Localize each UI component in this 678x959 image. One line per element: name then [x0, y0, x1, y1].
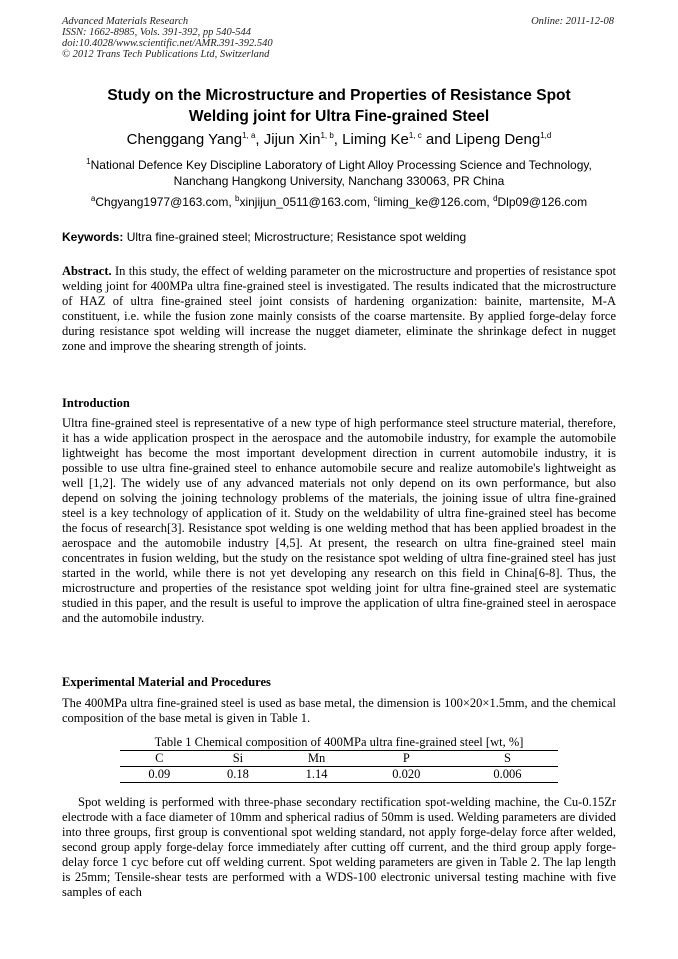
affiliation-line-2: Nanchang Hangkong University, Nanchang 330063, PR China	[173, 174, 505, 188]
keywords-text: Ultra fine-grained steel; Microstructure; Resistance spot welding	[126, 230, 467, 244]
table-header-cell: Si	[232, 751, 244, 765]
table-header-cell: S	[503, 751, 511, 765]
table-row	[120, 767, 558, 783]
table-cell: 0.09	[148, 767, 171, 781]
experimental-text-2: Spot welding is performed with three-phase secondary rectification spot-welding machine, the Cu-0.15Zr electrode with a face diameter of 10mm and spherical radius of 50mm is used. Welding parameters are divided into three groups, first group is conventional spot welding standard, not apply forge-delay force after welded, second group apply forge-delay force immediately after cutting off current, and the third group apply forge-delay force 1 cyc before cut off welding current. Spot welding parameters are given in Table 2. The lap length is 25mm; Tensile-shear tests are performed with a WDS-100 electronic universal testing machine with five samples of each	[62, 795, 616, 899]
table-cell: 0.020	[392, 767, 421, 781]
author-name: Liming Ke	[342, 131, 409, 148]
keywords-label: Keywords:	[62, 230, 124, 244]
table-header-cell: Mn	[307, 751, 326, 765]
paper-title-line-2: Welding joint for Ultra Fine-grained Steel	[188, 108, 490, 125]
author-list: Chenggang Yang$^{1, a}$, Jijun Xin$^{1, b}$, Liming Ke$^{1, c}$ and Lipeng Deng$^{1,d}$	[126, 131, 552, 148]
table-cell: 0.006	[493, 767, 522, 781]
table-caption: Table 1 Chemical composition of 400MPa ultra fine-grained steel [wt, %]	[154, 735, 524, 749]
experimental-text-1: The 400MPa ultra fine-grained steel is used as base metal, the dimension is 100×20×1.5mm, and the chemical composition of the base metal is given in Table 1.	[62, 696, 616, 725]
abstract-label: Abstract.	[62, 264, 112, 278]
email-link[interactable]: Chgyang1977@163.com	[95, 195, 229, 209]
table-header-row	[120, 751, 558, 767]
author-name: Chenggang Yang	[126, 131, 243, 148]
table-header-cell: P	[402, 751, 410, 765]
table-header-cell: C	[155, 751, 164, 765]
author-sup: 1, a	[242, 131, 256, 140]
affiliation-sup: 1	[86, 157, 91, 166]
author-sup: 1,d	[540, 131, 552, 140]
affiliation-line-1: National Defence Key Discipline Laboratory of Light Alloy Processing Science and Technology,	[90, 158, 592, 172]
introduction-heading: Introduction	[62, 396, 130, 410]
abstract	[62, 264, 616, 354]
author-sup: 1, b	[320, 131, 334, 140]
abstract-text: In this study, the effect of welding parameter on the microstructure and properties of resistance spot welding joint for 400MPa ultra fine-grained steel is investigated. The results indicated that the microstructure of HAZ of ultra fine-grained steel joint consists of hardening organization: bainite, martensite, M-A constituent, i.e. while the fusion zone mainly consists of the coarse martensite. By applied forge-delay force during resistance spot welding will increase the nugget diameter, eliminate the shrinkage defect in nugget zone and improve the shearing strength of joints.	[62, 264, 617, 353]
email-link[interactable]: Dlp09@126.com	[497, 195, 588, 209]
issn-line: ISSN: 1662-8985, Vols. 391-392, pp 540-544	[62, 27, 251, 38]
online-date: Online: 2011-12-08	[531, 16, 614, 27]
email-link[interactable]: xinjijun_0511@163.com	[239, 195, 367, 209]
doi-line: doi:10.4028/www.scientific.net/AMR.391-392.540	[62, 38, 273, 49]
introduction-text: Ultra fine-grained steel is representative of a new type of high performance steel structure material, therefore, it has a wide application prospect in the aerospace and the automobile industry, for example the automobile lightweight has become the most important development direction in current automobile industry, it is possible to use ultra fine-grained steel to enhance automobile secure and realize automobile's lightweight as well [1,2]. The widely use of any advanced materials not only depend on its own performance, but also depend on solving the joining technology problems of the materials, the joining issue of ultra fine-grained steel is a key technology of application of it. Study on the weldability of ultra fine-grained steel has become the focus of research[3]. Resistance spot welding is one welding method that has been applied broadest in the aerospace and the automobile industry [4,5]. At present, the research on ultra fine-grained steel main concentrates in fusion welding, but the study on the resistance spot welding of ultra fine-grained steel has just started in the world, while there is not yet developing any research on this field in China[6-8]. Thus, the microstructure and properties of the resistance spot welding joint for ultra fine-grained steel are systematic studied in this paper, and the result is useful to improve the application of ultra fine-grained steel in aerospace and the automobile industry.	[62, 416, 616, 625]
table-cell: 1.14	[305, 767, 328, 781]
author-sup: 1, c	[408, 131, 422, 140]
table-cell: 0.18	[226, 767, 249, 781]
copyright-line: © 2012 Trans Tech Publications Ltd, Switzerland	[62, 49, 270, 60]
author-name: Jijun Xin	[263, 131, 321, 148]
email-list: $^a$Chgyang1977@163.com, $^b$xinjijun_0511@163.com, $^c$liming_ke@126.com, $^d$Dlp09@126.com	[90, 194, 588, 209]
experimental-heading: Experimental Material and Procedures	[62, 675, 271, 689]
paper-title-line-1: Study on the Microstructure and Properties of Resistance Spot	[107, 87, 571, 104]
author-name: Lipeng Deng	[455, 131, 541, 148]
keywords	[62, 230, 616, 244]
email-link[interactable]: liming_ke@126.com	[377, 195, 487, 209]
affiliation	[62, 157, 616, 189]
journal-name: Advanced Materials Research	[62, 16, 189, 27]
chemical-composition-table	[120, 750, 558, 783]
